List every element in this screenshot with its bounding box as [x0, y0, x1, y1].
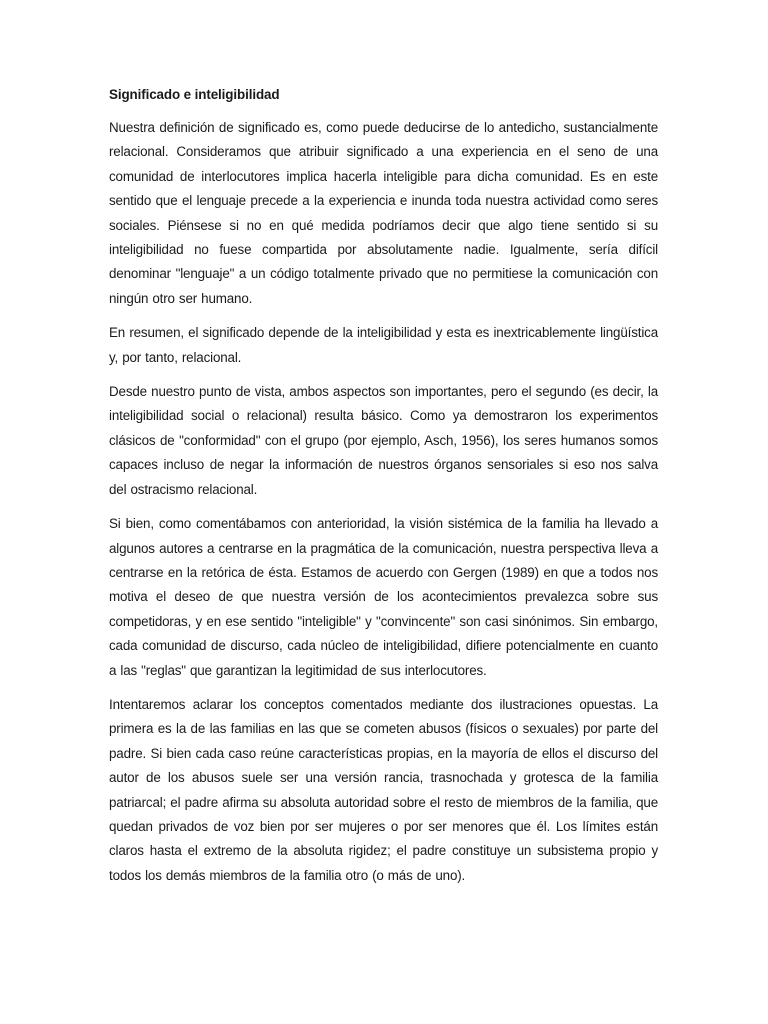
paragraph-definition: Nuestra definición de significado es, como puede deducirse de lo antedicho, sustancialmente relacional. Consideramos que atribuir significado a una experiencia en el seno de una comunidad de interlocutores implica hacerla inteligible para dicha comunidad. Es en este sentido que el lenguaje precede a la experiencia e inunda toda nuestra actividad como seres sociales. Piénsese si no en qué medida podríamos decir que algo tiene sentido si su inteligibilidad no fuese compartida por absolutamente nadie. Igualmente, sería difícil denominar "lenguaje" a un código totalmente privado que no permitiese la comunicación con ningún otro ser humano.: [109, 120, 658, 306]
section-heading: Significado e inteligibilidad: [109, 87, 280, 102]
document-page: [109, 84, 658, 898]
paragraph-illustrations: Intentaremos aclarar los conceptos comentados mediante dos ilustraciones opuestas. La primera es la de las familias en las que se cometen abusos (físicos o sexuales) por parte del padre. Si bien cada caso reúne características propias, en la mayoría de ellos el discurso del autor de los abusos suele ser una versión rancia, trasnochada y grotesca de la familia patriarcal; el padre afirma su absoluta autoridad sobre el resto de miembros de la familia, que quedan privados de voz bien por ser mujeres o por ser menores que él. Los límites están claros hasta el extremo de la absoluta rigidez; el padre constituye un subsistema propio y todos los demás miembros de la familia otro (o más de uno).: [109, 696, 658, 883]
paragraph-rhetoric: Si bien, como comentábamos con anterioridad, la visión sistémica de la familia ha llevado a algunos autores a centrarse en la pragmática de la comunicación, nuestra perspectiva lleva a centrarse en la retórica de ésta. Estamos de acuerdo con Gergen (1989) en que a todos nos motiva el deseo de que nuestra versión de los acontecimientos prevalezca sobre sus competidoras, y en ese sentido "inteligible" y "convincente" son casi sinónimos. Sin embargo, cada comunidad de discurso, cada núcleo de inteligibilidad, difiere potencialmente en cuanto a las "reglas" que garantizan la legitimidad de sus interlocutores.: [109, 516, 658, 678]
paragraph-social-intelligibility: Desde nuestro punto de vista, ambos aspectos son importantes, pero el segundo (es decir, la inteligibilidad social o relacional) resulta básico. Como ya demostraron los experimentos clásicos de "conformidad" con el grupo (por ejemplo, Asch, 1956), los seres humanos somos capaces incluso de negar la información de nuestros órganos sensoriales si eso nos salva del ostracismo relacional.: [109, 384, 658, 497]
paragraph-summary: En resumen, el significado depende de la inteligibilidad y esta es inextricablemente lingüística y, por tanto, relacional.: [109, 325, 658, 365]
